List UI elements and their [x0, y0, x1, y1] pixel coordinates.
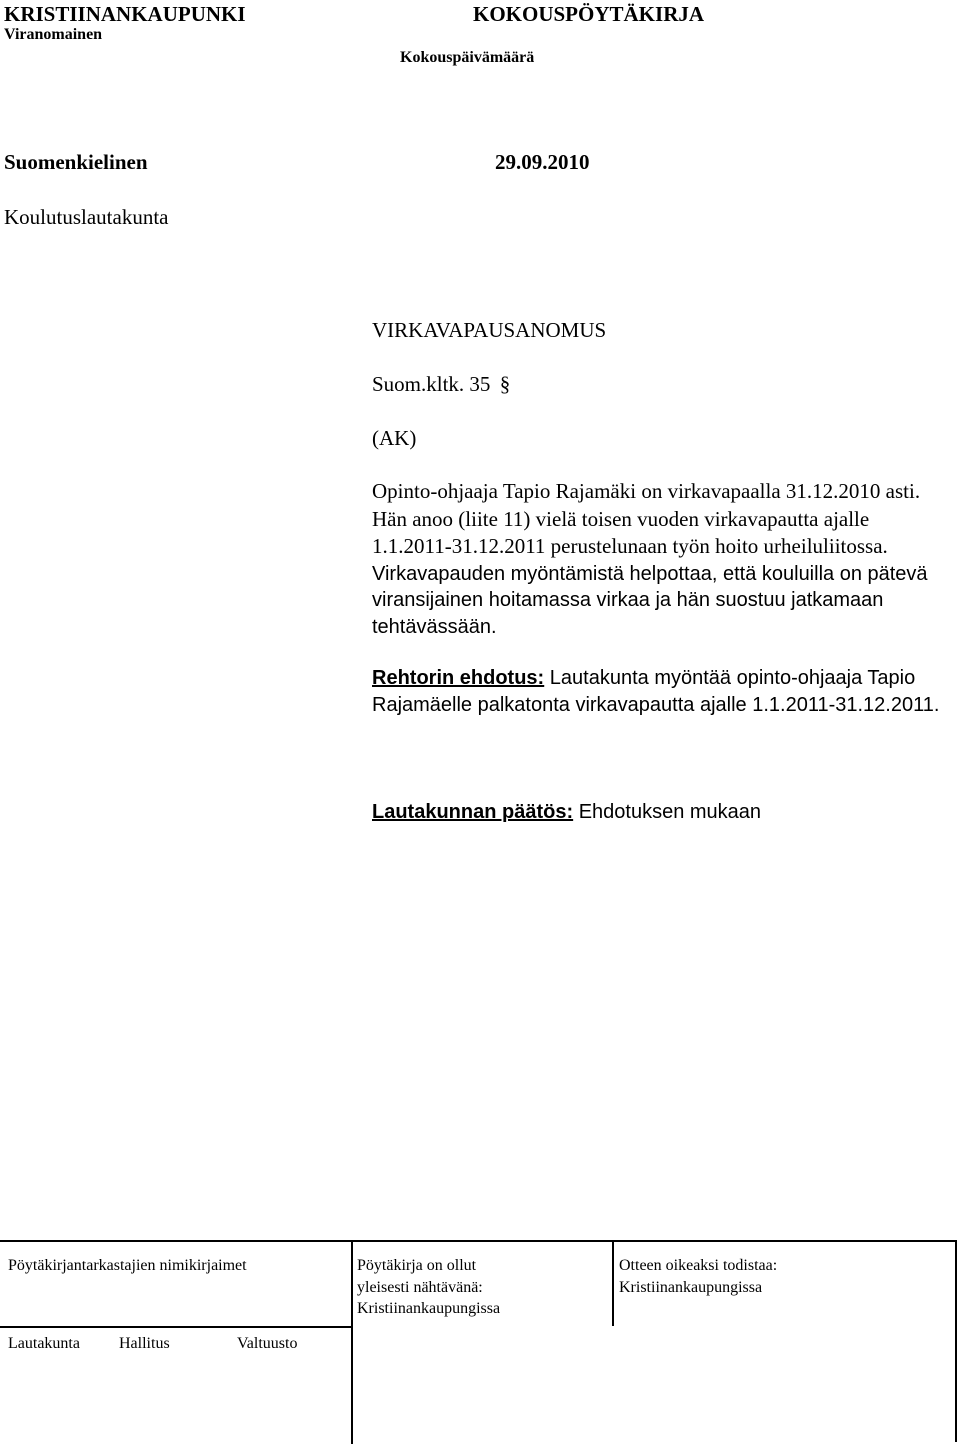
signature-footer — [0, 1240, 957, 1442]
certification-label: Otteen oikeaksi todistaa: — [619, 1257, 778, 1274]
committee-name: Suomenkielinen — [4, 150, 148, 174]
principal-proposal — [372, 665, 952, 718]
footer-divider-row — [0, 1326, 351, 1328]
proposal-label: Rehtorin ehdotus: — [372, 667, 545, 689]
case-description-part2: Virkavapauden myöntämistä helpottaa, että kouluilla on pätevä viransijainen hoitamassa virkaa ja hän suostuu jatkamaan tehtävässään. — [372, 562, 928, 638]
case-reference — [372, 372, 510, 397]
decision-text: Ehdotuksen mukaan — [578, 801, 762, 823]
document-type: KOKOUSPÖYTÄKIRJA — [473, 2, 705, 26]
proposal-text: Lautakunta myöntää opinto-ohjaaja Tapio Rajamäelle palkatonta virkavapautta ajalle 1.1.2011-31.12.2011. — [372, 667, 940, 716]
public-display-label: Pöytäkirja on ollut yleisesti nähtävänä: — [357, 1257, 483, 1296]
organization-name: KRISTIINANKAUPUNKI — [4, 2, 246, 26]
column-lautakunta: Lautakunta — [8, 1335, 80, 1352]
board-decision — [372, 801, 761, 824]
case-description-part1: Opinto-ohjaaja Tapio Rajamäki on virkavapaalla 31.12.2010 asti. Hän anoo (liite 11) vielä toisen vuoden virkavapautta ajalle 1.1.2011-31.12.2011 perustelunaan työn hoito urheiluliitossa. — [372, 479, 921, 558]
footer-divider-1 — [351, 1242, 353, 1326]
case-description — [372, 478, 932, 640]
section-mark: § — [499, 372, 511, 396]
footer-divider-2 — [612, 1242, 614, 1326]
case-initials: (AK) — [372, 426, 417, 450]
authority-label: Viranomainen — [4, 26, 103, 43]
inspectors-initials-label: Pöytäkirjantarkastajien nimikirjaimet — [8, 1257, 247, 1274]
meeting-date: 29.09.2010 — [495, 150, 590, 174]
public-display-place: Kristiinankaupungissa — [357, 1300, 501, 1317]
certification-place: Kristiinankaupungissa — [619, 1278, 763, 1296]
certification-cell — [619, 1255, 777, 1298]
board-name: Koulutuslautakunta — [4, 205, 169, 229]
column-valtuusto: Valtuusto — [237, 1335, 298, 1352]
case-reference-number: Suom.kltk. 35 — [372, 372, 491, 396]
column-hallitus: Hallitus — [119, 1335, 170, 1352]
case-title: VIRKAVAPAUSANOMUS — [372, 318, 607, 342]
meeting-date-label: Kokouspäivämäärä — [400, 49, 535, 66]
public-display-cell — [357, 1255, 597, 1320]
footer-divider-3 — [351, 1326, 353, 1444]
decision-label: Lautakunnan päätös: — [372, 801, 574, 823]
